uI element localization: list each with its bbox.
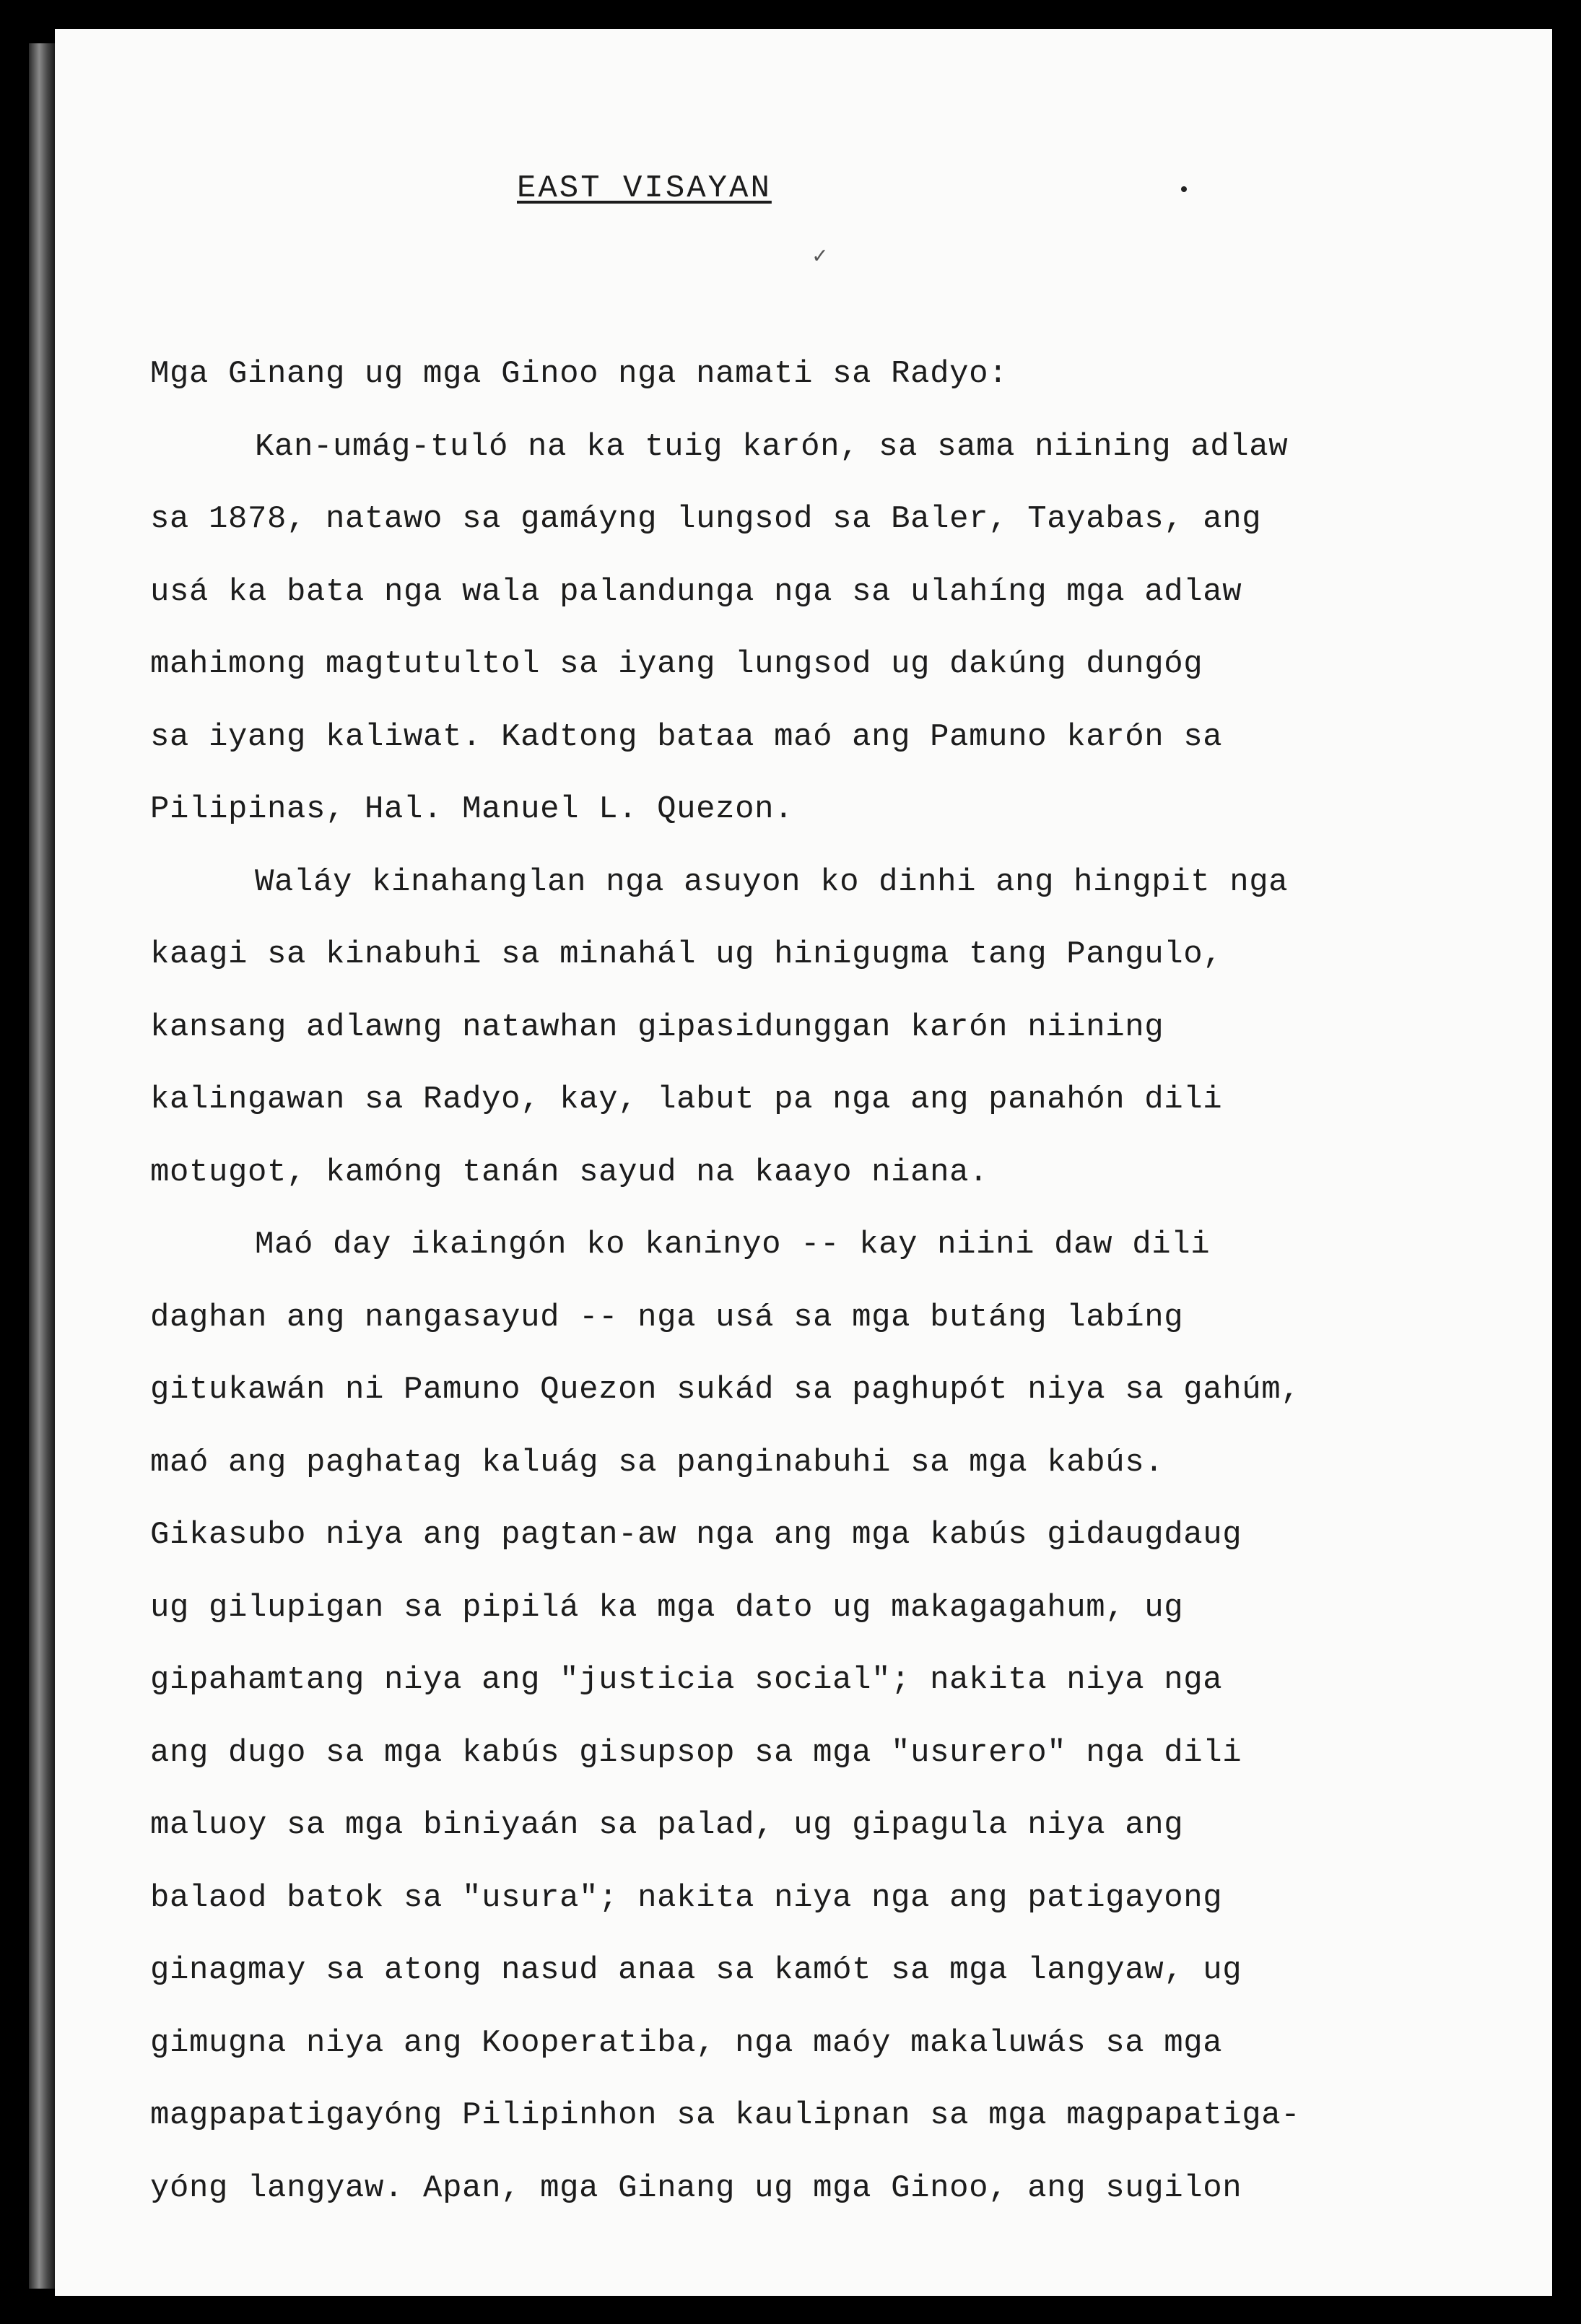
text-line: sa iyang kaliwat. Kadtong bataa maó ang Pamuno karón sa bbox=[150, 718, 1223, 755]
page-binding-edge bbox=[29, 43, 55, 2289]
text-line: kansang adlawng natawhan gipasidunggan karón niining bbox=[150, 1009, 1164, 1045]
text-line: sa 1878, natawo sa gamáyng lungsod sa Baler, Tayabas, ang bbox=[150, 501, 1262, 537]
text-line: yóng langyaw. Apan, mga Ginang ug mga Ginoo, ang sugilon bbox=[150, 2169, 1242, 2206]
text-line: Mga Ginang ug mga Ginoo nga namati sa Radyo: bbox=[150, 356, 1009, 392]
text-line: maluoy sa mga biniyaán sa palad, ug gipagula niya ang bbox=[150, 1807, 1184, 1843]
body-text bbox=[150, 338, 1522, 2224]
text-line: kaagi sa kinabuhi sa minahál ug hinigugma tang Pangulo, bbox=[150, 936, 1223, 972]
text-line: ginagmay sa atong nasud anaa sa kamót sa mga langyaw, ug bbox=[150, 1952, 1242, 1988]
text-line: kalingawan sa Radyo, kay, labut pa nga ang panahón dili bbox=[150, 1082, 1223, 1118]
text-line: Pilipinas, Hal. Manuel L. Quezon. bbox=[150, 791, 794, 827]
text-line: ang dugo sa mga kabús gisupsop sa mga "usurero" nga dili bbox=[150, 1734, 1242, 1771]
text-line: Waláy kinahanglan nga asuyon ko dinhi ang hingpit nga bbox=[255, 863, 1289, 900]
text-line: gipahamtang niya ang "justicia social"; nakita niya nga bbox=[150, 1662, 1223, 1698]
check-icon: ✓ bbox=[813, 243, 827, 270]
text-line: magpapatigayóng Pilipinhon sa kaulipnan sa mga magpapatiga- bbox=[150, 2097, 1301, 2133]
text-line: Gikasubo niya ang pagtan-aw nga ang mga kabús gidaugdaug bbox=[150, 1517, 1242, 1553]
text-line: balaod batok sa "usura"; nakita niya nga ang patigayong bbox=[150, 1879, 1223, 1916]
text-line: motugot, kamóng tanán sayud na kaayo niana. bbox=[150, 1154, 989, 1191]
text-line: mahimong magtutultol sa iyang lungsod ug dakúng dungóg bbox=[150, 646, 1203, 682]
text-line: usá ka bata nga wala palandunga nga sa ulahíng mga adlaw bbox=[150, 573, 1242, 610]
text-line: gimugna niya ang Kooperatiba, nga maóy makaluwás sa mga bbox=[150, 2024, 1223, 2061]
text-line: maó ang paghatag kaluág sa panginabuhi sa mga kabús. bbox=[150, 1444, 1164, 1481]
text-line: Kan-umág-tuló na ka tuig karón, sa sama niining adlaw bbox=[255, 428, 1289, 465]
text-line: gitukawán ni Pamuno Quezon sukád sa paghupót niya sa gahúm, bbox=[150, 1372, 1301, 1408]
typewritten-page bbox=[55, 29, 1552, 2296]
ink-dot-mark bbox=[1181, 186, 1187, 192]
text-line: daghan ang nangasayud -- nga usá sa mga butáng labíng bbox=[150, 1299, 1184, 1336]
document-title: EAST VISAYAN bbox=[517, 170, 772, 206]
text-line: ug gilupigan sa pipilá ka mga dato ug makagagahum, ug bbox=[150, 1589, 1184, 1626]
text-line: Maó day ikaingón ko kaninyo -- kay niini daw dili bbox=[255, 1227, 1211, 1263]
